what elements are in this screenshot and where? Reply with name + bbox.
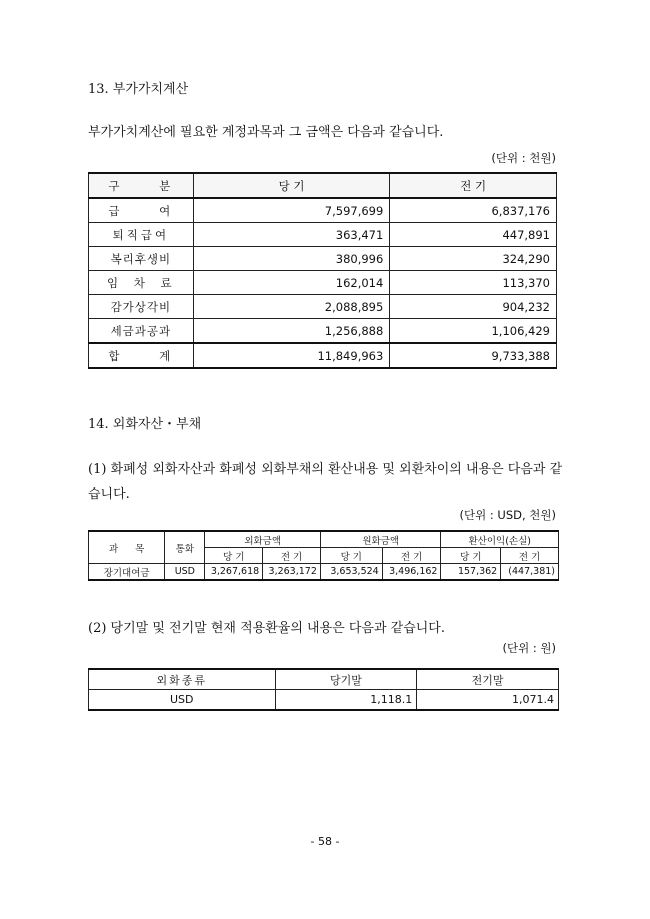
section-14-para1-line1: (1) 화폐성 외화자산과 화폐성 외화부채의 환산내용 및 외환차이의 내용은 다음과 같 xyxy=(88,462,563,477)
table-row: USD 1,118.1 1,071.4 xyxy=(89,690,559,711)
table-row: 급 여 7,597,699 6,837,176 xyxy=(89,198,557,223)
table-row: 장기대여금 USD 3,267,618 3,263,172 3,653,524 3,496,162 157,362 (447,381) xyxy=(89,564,559,581)
sub-current: 당 기 xyxy=(320,548,382,564)
header-current: 당 기 xyxy=(193,173,390,198)
section-14-unit2: (단위 : 원) xyxy=(502,641,556,655)
section-14-para2: (2) 당기말 및 전기말 현재 적용환율의 내용은 다음과 같습니다. xyxy=(88,621,445,636)
header-prior-end: 전기말 xyxy=(417,669,559,690)
header-won-amount: 원화금액 xyxy=(320,531,441,548)
section-13-intro: 부가가치계산에 필요한 계정과목과 그 금액은 다음과 같습니다. xyxy=(88,125,444,140)
table-row: 복리후생비 380,996 324,290 xyxy=(89,247,557,271)
section-14-heading: 14. 외화자산・부채 xyxy=(88,417,202,432)
table-row: 퇴직급여 363,471 447,891 xyxy=(89,223,557,247)
fx-translation-table xyxy=(88,530,559,581)
value-added-table xyxy=(88,172,557,369)
header-current-end: 당기말 xyxy=(275,669,417,690)
header-currency: 통화 xyxy=(165,531,205,564)
header-foreign-amount: 외화금액 xyxy=(205,531,320,548)
section-13-heading: 13. 부가가치계산 xyxy=(88,82,189,97)
table-row: 임 차 료 162,014 113,370 xyxy=(89,271,557,295)
header-account: 과 목 xyxy=(89,531,165,564)
sub-current: 당 기 xyxy=(441,548,501,564)
table-row: 세금과공과 1,256,888 1,106,429 xyxy=(89,319,557,344)
section-14-para1-line2: 습니다. xyxy=(88,487,130,502)
header-translation-gain: 환산이익(손실) xyxy=(441,531,559,548)
header-prior: 전 기 xyxy=(390,173,557,198)
page-number: - 58 - xyxy=(310,835,340,848)
table-total-row: 합 계 11,849,963 9,733,388 xyxy=(89,343,557,368)
header-category: 구 분 xyxy=(89,173,194,198)
sub-prior: 전 기 xyxy=(382,548,441,564)
sub-current: 당 기 xyxy=(205,548,263,564)
table-row: 감가상각비 2,088,895 904,232 xyxy=(89,295,557,319)
header-currency-type: 외화종류 xyxy=(89,669,276,690)
section-14-unit1: (단위 : USD, 천원) xyxy=(459,508,556,522)
exchange-rate-table xyxy=(88,668,559,711)
sub-prior: 전 기 xyxy=(263,548,321,564)
section-13-unit: (단위 : 천원) xyxy=(491,151,556,165)
sub-prior: 전 기 xyxy=(501,548,559,564)
